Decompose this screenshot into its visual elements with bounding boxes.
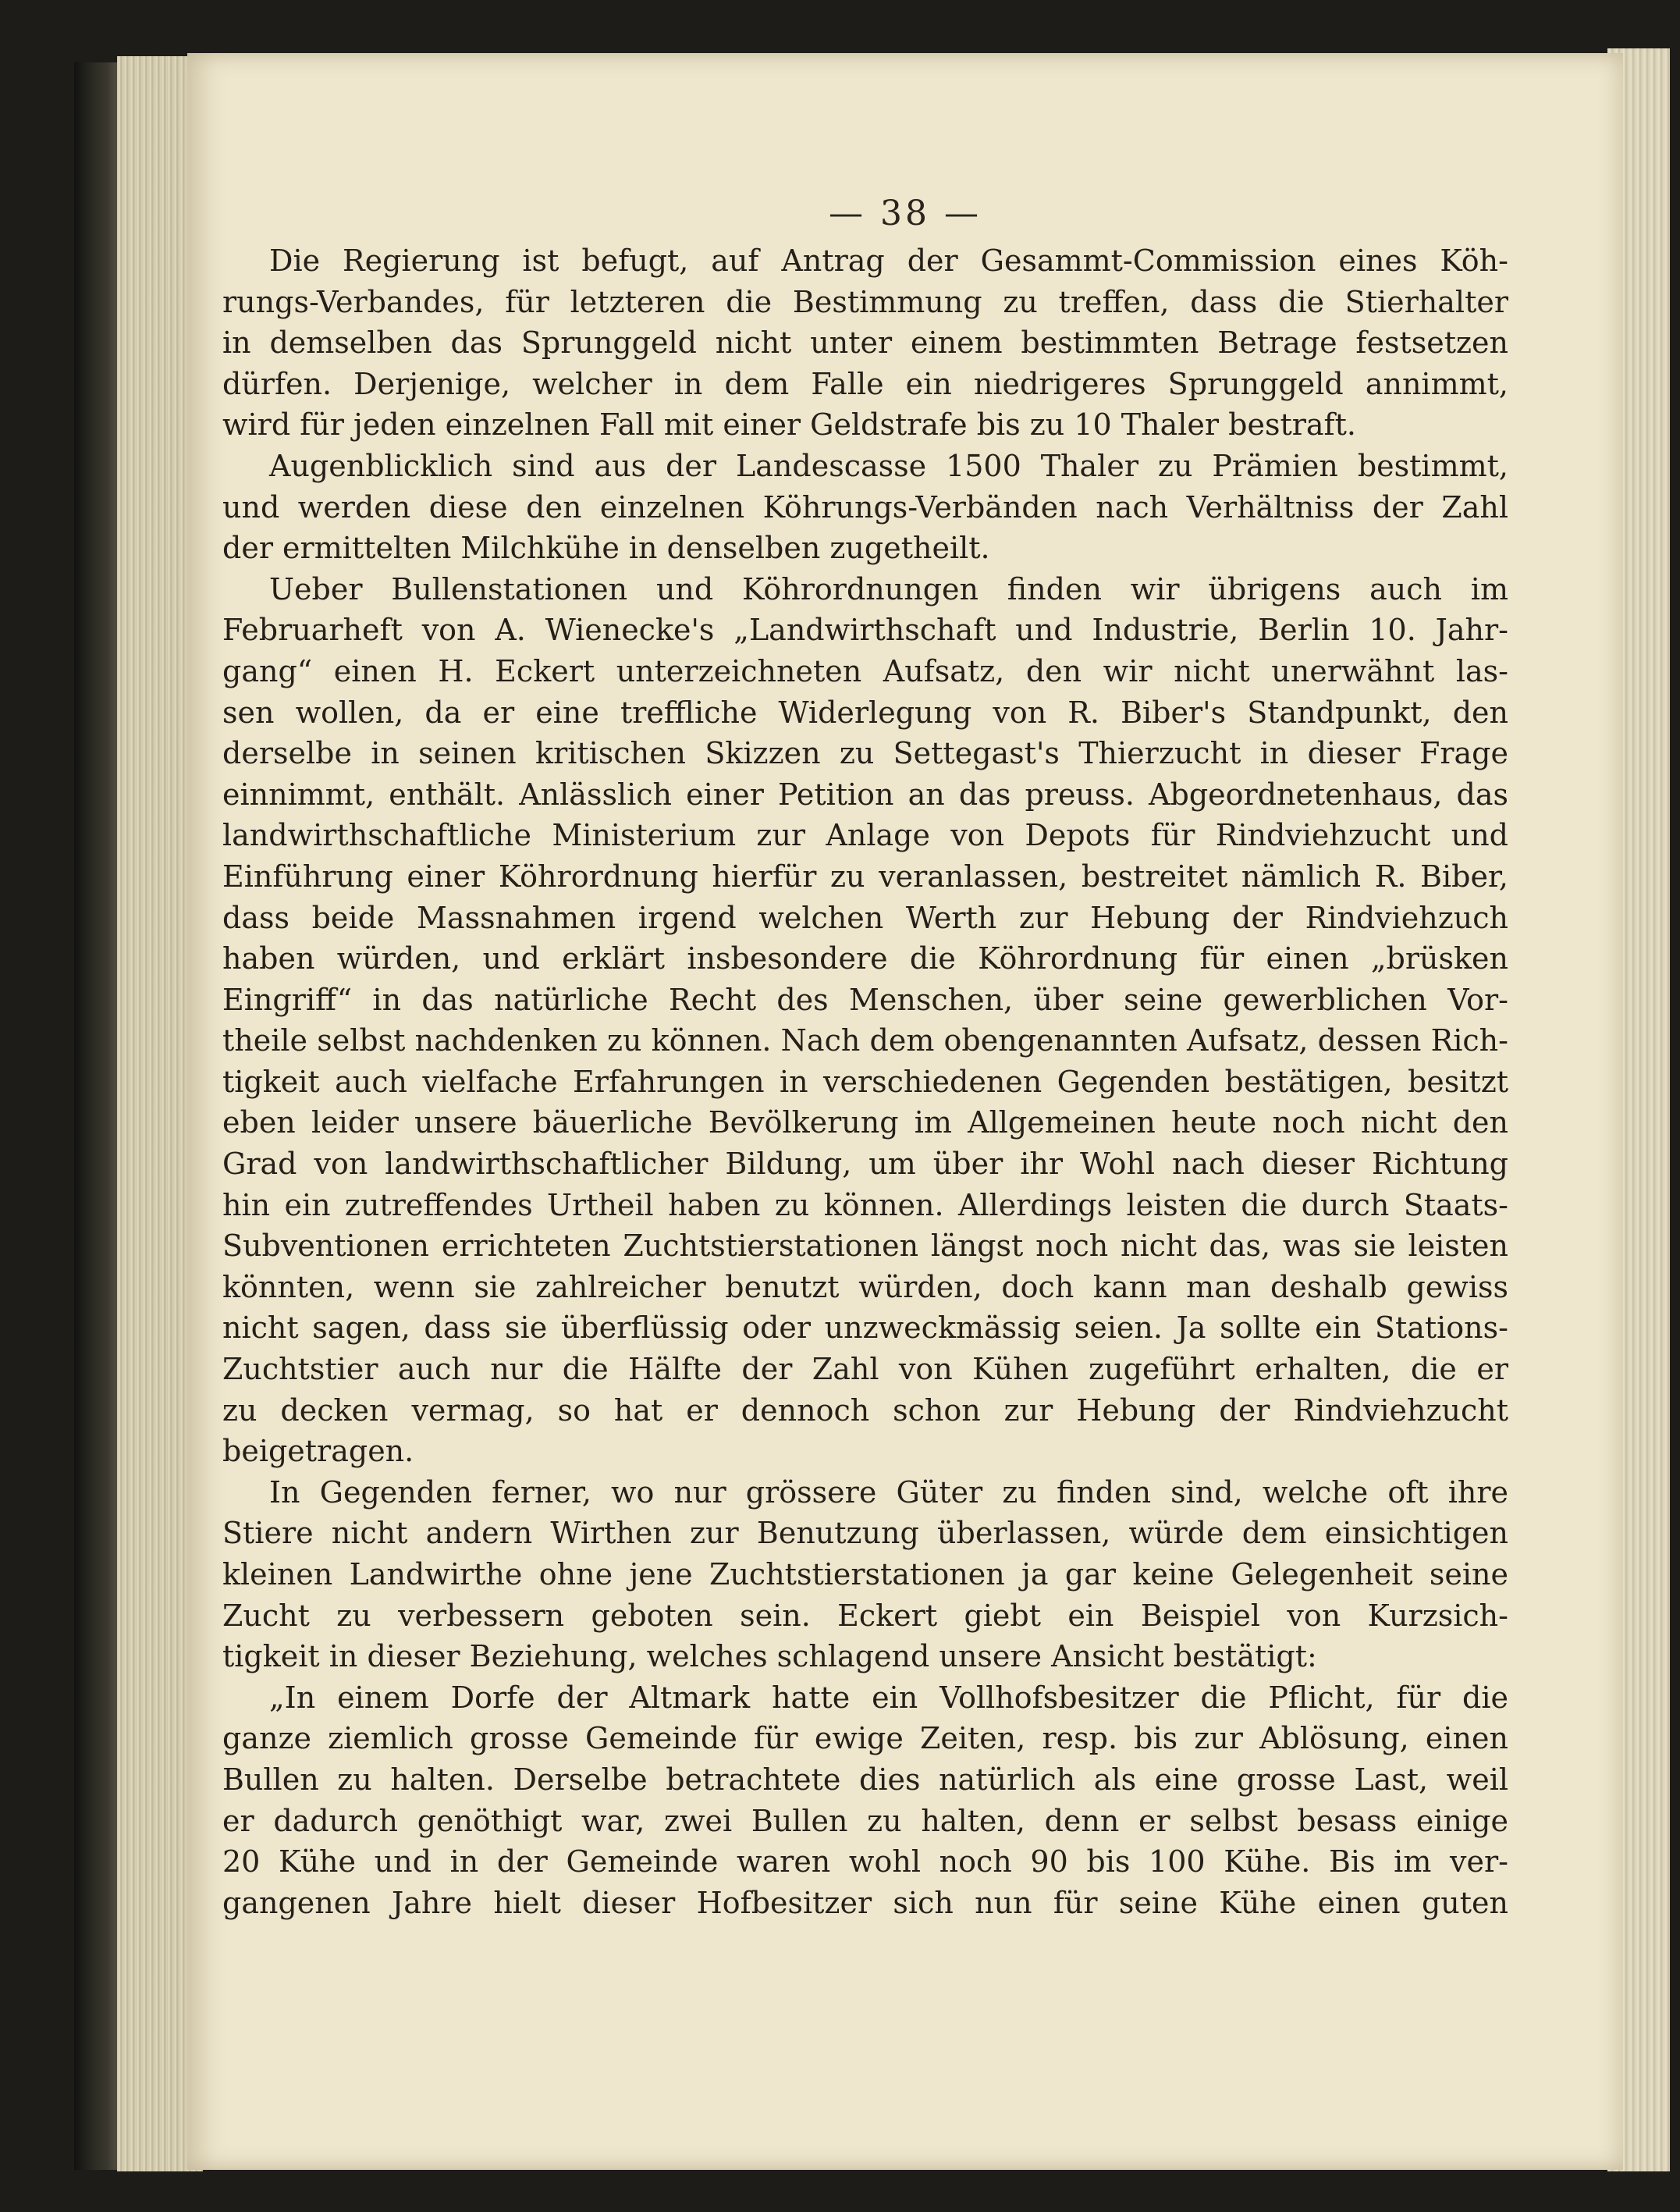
text-line: In Gegenden ferner, wo nur grössere Güter zu finden sind, welche oft ihre bbox=[269, 1474, 1508, 1510]
text-line: in demselben das Sprunggeld nicht unter einem bestimmten Betrage festsetzen bbox=[222, 325, 1508, 361]
text-line: Zucht zu verbessern geboten sein. Eckert giebt ein Beispiel von Kurzsich- bbox=[222, 1598, 1508, 1633]
text-line: gang“ einen H. Eckert unterzeichneten Aufsatz, den wir nicht unerwähnt las- bbox=[222, 653, 1508, 688]
text-line: er dadurch genöthigt war, zwei Bullen zu halten, denn er selbst besass einige bbox=[222, 1803, 1508, 1838]
text-line: „In einem Dorfe der Altmark hatte ein Vollhofsbesitzer die Pflicht, für die bbox=[269, 1680, 1508, 1715]
text-line: zu decken vermag, so hat er dennoch schon zur Hebung der Rindviehzucht bbox=[222, 1392, 1508, 1428]
paragraph-3 bbox=[222, 569, 1508, 1472]
text-line: derselbe in seinen kritischen Skizzen zu Settegast's Thierzucht in dieser Frage bbox=[222, 736, 1508, 771]
text-line: Februarheft von A. Wienecke's „Landwirthschaft und Industrie, Berlin 10. Jahr- bbox=[222, 613, 1508, 648]
text-line: Augenblicklich sind aus der Landescasse 1500 Thaler zu Prämien bestimmt, bbox=[269, 448, 1508, 483]
text-line: kleinen Landwirthe ohne jene Zuchtstierstationen ja gar keine Gelegenheit seine bbox=[222, 1557, 1508, 1591]
paragraph-5 bbox=[222, 1677, 1508, 1924]
page-number: — 38 — bbox=[829, 194, 982, 233]
page-body-text bbox=[222, 240, 1508, 1923]
text-line: sen wollen, da er eine treffliche Widerlegung von R. Biber's Standpunkt, den bbox=[222, 695, 1508, 730]
text-line: Bullen zu halten. Derselbe betrachtete dies natürlich als eine grosse Last, weil bbox=[222, 1762, 1508, 1797]
text-line: rungs-Verbandes, für letzteren die Bestimmung zu treffen, dass die Stierhalter bbox=[222, 284, 1508, 319]
text-line: haben würden, und erklärt insbesondere die Köhrordnung für einen „brüsken bbox=[222, 941, 1508, 976]
text-line: Stiere nicht andern Wirthen zur Benutzung überlassen, würde dem einsichtigen bbox=[222, 1516, 1508, 1551]
text-line: hin ein zutreffendes Urtheil haben zu können. Allerdings leisten die durch Staats- bbox=[222, 1187, 1508, 1222]
text-line: 20 Kühe und in der Gemeinde waren wohl noch 90 bis 100 Kühe. Bis im ver- bbox=[222, 1844, 1508, 1879]
paragraph-4 bbox=[222, 1472, 1508, 1677]
text-line: theile selbst nachdenken zu können. Nach dem obengenannten Aufsatz, dessen Rich- bbox=[222, 1023, 1508, 1058]
text-line: einnimmt, enthält. Anlässlich einer Petition an das preuss. Abgeordnetenhaus, das bbox=[222, 777, 1508, 812]
book-binding bbox=[74, 62, 121, 2170]
text-line: eben leider unsere bäuerliche Bevölkerung im Allgemeinen heute noch nicht den bbox=[222, 1105, 1508, 1140]
paragraph-2 bbox=[222, 446, 1508, 569]
text-line: gangenen Jahre hielt dieser Hofbesitzer sich nun für seine Kühe einen guten bbox=[222, 1885, 1508, 1920]
text-line: Grad von landwirthschaftlicher Bildung, um über ihr Wohl nach dieser Richtung bbox=[222, 1147, 1508, 1182]
text-line: Zuchtstier auch nur die Hälfte der Zahl von Kühen zugeführt erhalten, die er bbox=[222, 1352, 1508, 1387]
text-line: wird für jeden einzelnen Fall mit einer Geldstrafe bis zu 10 Thaler bestraft. bbox=[222, 407, 1356, 443]
text-line: dürfen. Derjenige, welcher in dem Falle ein niedrigeres Sprunggeld annimmt, bbox=[222, 366, 1508, 401]
text-line: dass beide Massnahmen irgend welchen Werth zur Hebung der Rindviehzuch bbox=[222, 900, 1508, 935]
text-line: Subventionen errichteten Zuchtstierstationen längst noch nicht das, was sie leisten bbox=[222, 1229, 1508, 1264]
text-line: der ermittelten Milchkühe in denselben zugetheilt. bbox=[222, 531, 990, 566]
text-line: nicht sagen, dass sie überflüssig oder unzweckmässig seien. Ja sollte ein Stations- bbox=[222, 1310, 1508, 1346]
text-line: landwirthschaftliche Ministerium zur Anlage von Depots für Rindviehzucht und bbox=[222, 818, 1508, 853]
text-line: Die Regierung ist befugt, auf Antrag der Gesammt-Commission eines Köh- bbox=[269, 244, 1508, 278]
text-line: Einführung einer Köhrordnung hierfür zu veranlassen, bestreitet nämlich R. Biber, bbox=[222, 859, 1508, 894]
text-line: Eingriff“ in das natürliche Recht des Menschen, über seine gewerblichen Vor- bbox=[222, 982, 1508, 1017]
text-line: könnten, wenn sie zahlreicher benutzt würden, doch kann man deshalb gewiss bbox=[222, 1269, 1508, 1304]
paragraph-1 bbox=[222, 240, 1508, 446]
text-line: tigkeit in dieser Beziehung, welches schlagend unsere Ansicht bestätigt: bbox=[222, 1639, 1317, 1674]
text-line: beigetragen. bbox=[222, 1434, 414, 1469]
text-line: und werden diese den einzelnen Köhrungs-Verbänden nach Verhältniss der Zahl bbox=[222, 489, 1508, 525]
text-line: tigkeit auch vielfache Erfahrungen in verschiedenen Gegenden bestätigen, besitzt bbox=[222, 1064, 1508, 1099]
text-line: Ueber Bullenstationen und Köhrordnungen finden wir übrigens auch im bbox=[269, 571, 1508, 606]
text-line: ganze ziemlich grosse Gemeinde für ewige Zeiten, resp. bis zur Ablösung, einen bbox=[222, 1721, 1508, 1756]
